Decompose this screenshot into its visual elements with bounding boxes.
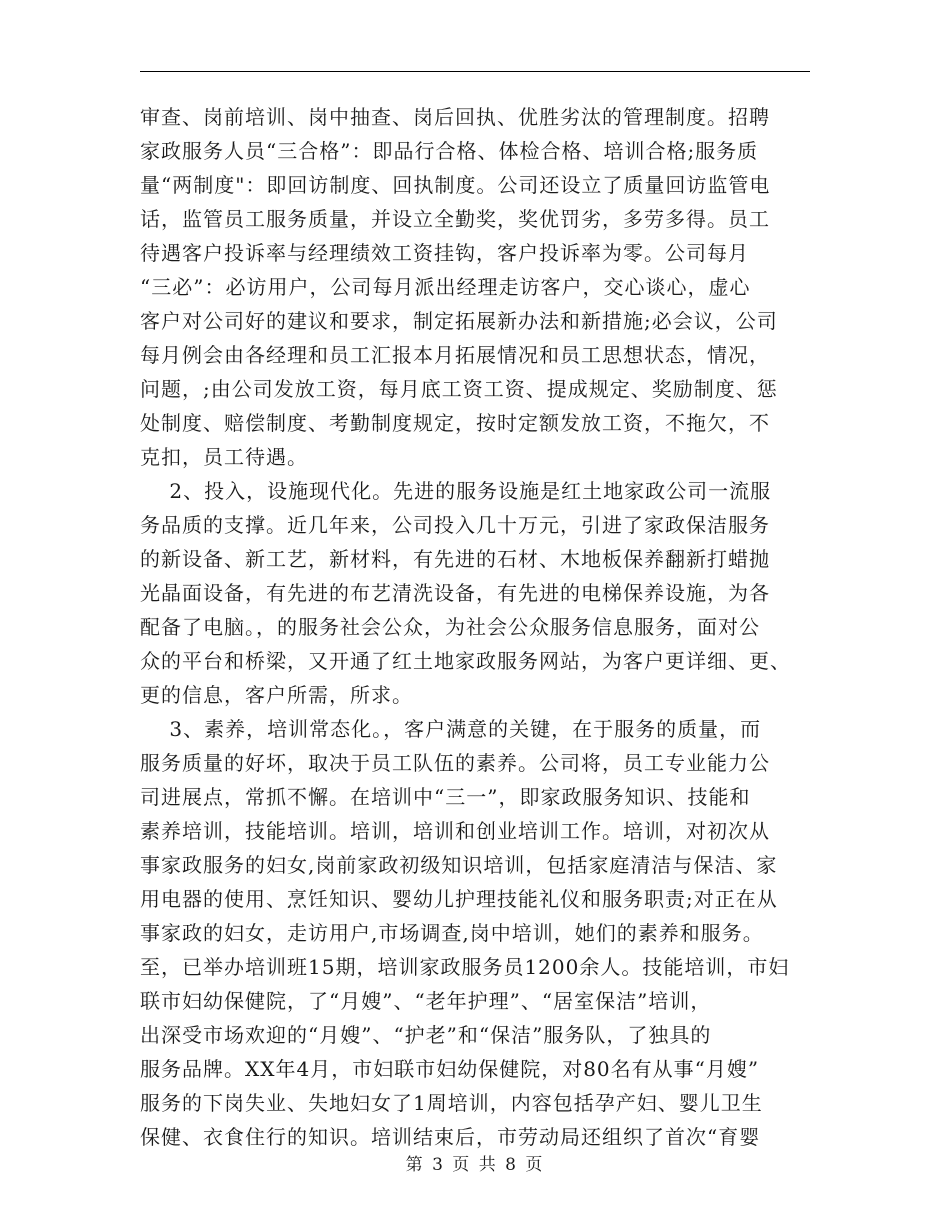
text-line: 联市妇幼保健院，了“月嫂”、“老年护理”、“居室保洁”培训， <box>140 989 712 1013</box>
page-number-footer: 第 3 页 共 8 页 <box>405 1155 545 1175</box>
text-line: 众的平台和桥梁，又开通了红土地家政服务网站，为客户更详细、更、 <box>140 649 791 673</box>
paragraph-start-line: 3、素养，培训常态化。，客户满意的关键，在于服务的质量，而 <box>140 717 762 741</box>
header-rule <box>140 71 810 72</box>
text-line: 至，已举办培训班15期，培训家政服务员1200余人。技能培训，市妇 <box>140 955 790 979</box>
text-line: 保健、衣食住行的知识。培训结束后，市劳动局还组织了首次“育婴 <box>140 1125 761 1149</box>
text-line: 事家政服务的妇女,岗前家政初级知识培训，包括家庭清洁与保洁、家 <box>140 853 778 877</box>
text-line: 光晶面设备，有先进的布艺清洗设备，有先进的电梯保养设施，为各 <box>140 581 770 605</box>
text-line: 素养培训，技能培训。培训，培训和创业培训工作。培训，对初次从 <box>140 819 770 843</box>
text-line: “三必”：必访用户，公司每月派出经理走访客户，交心谈心，虚心 <box>140 275 751 299</box>
text-line: 配备了电脑。，的服务社会公众，为社会公众服务信息服务，面对公 <box>140 615 760 639</box>
text-line: 处制度、赔偿制度、考勤制度规定，按时定额发放工资，不拖欠，不 <box>140 411 770 435</box>
text-line: 务品质的支撑。近几年来，公司投入几十万元，引进了家政保洁服务 <box>140 513 770 537</box>
text-line: 的新设备、新工艺，新材料，有先进的石材、木地板保养翻新打蜡抛 <box>140 547 770 571</box>
text-line: 事家政的妇女，走访用户,市场调查,岗中培训，她们的素养和服务。 <box>140 921 764 945</box>
text-line: 待遇客户投诉率与经理绩效工资挂钩，客户投诉率为零。公司每月 <box>140 241 749 265</box>
text-line: 出深受市场欢迎的“月嫂”、“护老”和“保洁”服务队，了独具的 <box>140 1023 712 1047</box>
text-line: 服务品牌。XX年4月，市妇联市妇幼保健院，对80名有从事“月嫂” <box>140 1057 760 1081</box>
text-line: 问题，;由公司发放工资，每月底工资工资、提成规定、奖励制度、惩 <box>140 377 778 401</box>
text-line: 克扣，员工待遇。 <box>140 445 308 469</box>
text-line: 每月例会由各经理和员工汇报本月拓展情况和员工思想状态，情况， <box>140 343 770 367</box>
text-line: 服务的下岗失业、失地妇女了1周培训，内容包括孕产妇、婴儿卫生 <box>140 1091 763 1115</box>
text-line: 司进展点，常抓不懈。在培训中“三一”，即家政服务知识、技能和 <box>140 785 751 809</box>
text-line: 服务质量的好坏，取决于员工队伍的素养。公司将，员工专业能力公 <box>140 751 770 775</box>
text-line: 审查、岗前培训、岗中抽查、岗后回执、优胜劣汰的管理制度。招聘 <box>140 105 770 129</box>
paragraph-start-line: 2、投入，设施现代化。先进的服务设施是红土地家政公司一流服 <box>140 479 772 503</box>
text-line: 话，监管员工服务质量，并设立全勤奖，奖优罚劣，多劳多得。员工 <box>140 207 770 231</box>
text-line: 客户对公司好的建议和要求，制定拓展新办法和新措施;必会议，公司 <box>140 309 778 333</box>
text-line: 家政服务人员“三合格”：即品行合格、体检合格、培训合格;服务质 <box>140 139 759 163</box>
text-line: 更的信息，客户所需，所求。 <box>140 683 413 707</box>
text-line: 用电器的使用、烹饪知识、婴幼儿护理技能礼仪和服务职责;对正在从 <box>140 887 778 911</box>
document-body <box>140 100 810 1154</box>
text-line: 量“两制度"：即回访制度、回执制度。公司还设立了质量回访监管电 <box>140 173 771 197</box>
